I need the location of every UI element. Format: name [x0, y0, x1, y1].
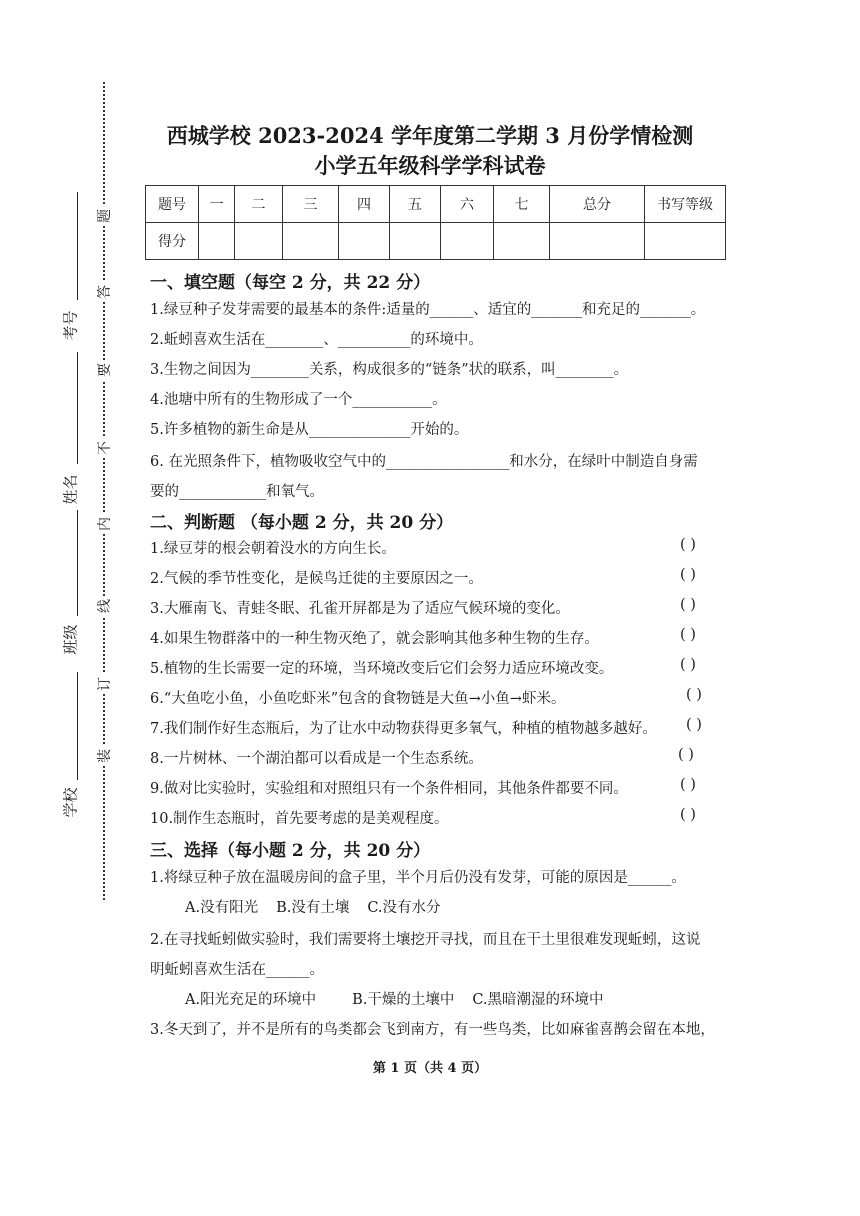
- answer-parens: ( ): [678, 747, 694, 763]
- seal-char: 线: [95, 596, 113, 616]
- answer-parens: ( ): [686, 717, 702, 733]
- name-line: [77, 352, 78, 464]
- score-cell[interactable]: [645, 223, 726, 260]
- school-line: [77, 672, 78, 780]
- seal-char: 内: [95, 514, 113, 534]
- score-table-cell: 一: [199, 186, 235, 223]
- score-table-header-row: [146, 186, 726, 223]
- question-line: 6. 在光照条件下，植物吸收空气中的_________________和水分，在绿叶中制造自身需: [150, 454, 698, 470]
- seal-char: 订: [95, 674, 113, 694]
- judge-item: 4.如果生物群落中的一种生物灭绝了，就会影响其他多种生物的生存。: [150, 631, 599, 647]
- section-heading: 二、判断题 （每小题 2 分，共 20 分）: [150, 513, 454, 533]
- answer-parens: ( ): [680, 627, 696, 643]
- score-cell[interactable]: [441, 223, 494, 260]
- score-cell[interactable]: [550, 223, 645, 260]
- answer-parens: ( ): [680, 537, 696, 553]
- exam-number-label: 考号: [61, 310, 80, 341]
- question-line: 3.生物之间因为________关系，构成很多的“链条”状的联系，叫________。: [150, 362, 629, 378]
- exam-title: 西城学校 2023-2024 学年度第二学期 3 月份学情检测: [166, 123, 694, 148]
- judge-item: 9.做对比实验时，实验组和对照组只有一个条件相同，其他条件都要不同。: [150, 781, 628, 797]
- answer-parens: ( ): [686, 687, 702, 703]
- exam-subtitle: 小学五年级科学学科试卷: [314, 153, 546, 178]
- class-label: 班级: [61, 624, 80, 655]
- question-line: 1.绿豆种子发芽需要的最基本的条件:适量的______、适宜的_______和充足的_______。: [150, 302, 706, 318]
- answer-parens: ( ): [680, 597, 696, 613]
- score-cell[interactable]: [199, 223, 235, 260]
- judge-item: 5.植物的生长需要一定的环境，当环境改变后它们会努力适应环境改变。: [150, 661, 614, 677]
- answer-parens: ( ): [680, 657, 696, 673]
- choice-question: 3.冬天到了，并不是所有的鸟类都会飞到南方，有一些鸟类，比如麻雀喜鹊会留在本地，: [150, 1022, 715, 1038]
- score-table-cell: 四: [339, 186, 390, 223]
- score-table-cell: 五: [390, 186, 441, 223]
- judge-item: 6.“大鱼吃小鱼，小鱼吃虾米”包含的食物链是大鱼→小鱼→虾米。: [150, 691, 566, 707]
- score-cell[interactable]: [339, 223, 390, 260]
- score-table-cell: 六: [441, 186, 494, 223]
- judge-item: 7.我们制作好生态瓶后，为了让水中动物获得更多氧气，种植的植物越多越好。: [150, 721, 657, 737]
- score-table-score-row: [146, 223, 726, 260]
- choice-option: B.干燥的土壤中: [352, 992, 455, 1008]
- choice-question: 1.将绿豆种子放在温暖房间的盒子里，半个月后仍没有发芽，可能的原因是______。: [150, 870, 686, 886]
- choice-option: C.黑暗潮湿的环境中: [472, 992, 604, 1008]
- judge-item: 10.制作生态瓶时，首先要考虑的是美观程度。: [150, 811, 449, 827]
- choice-option: A.阳光充足的环境中: [185, 992, 317, 1008]
- score-cell[interactable]: [283, 223, 339, 260]
- judge-item: 2.气候的季节性变化，是候鸟迁徙的主要原因之一。: [150, 571, 483, 587]
- score-cell[interactable]: [235, 223, 283, 260]
- seal-char: 答: [95, 282, 113, 302]
- score-cell[interactable]: [390, 223, 441, 260]
- name-label: 姓名: [61, 474, 80, 505]
- class-line: [77, 510, 78, 616]
- judge-item: 8.一片树林、一个湖泊都可以看成是一个生态系统。: [150, 751, 483, 767]
- score-table-cell: 题号: [146, 186, 199, 223]
- choice-question: 明蚯蚓喜欢生活在______。: [150, 962, 324, 978]
- question-line: 要的____________和氧气。: [150, 484, 324, 500]
- seal-char: 题: [95, 206, 113, 226]
- choice-option: C.没有水分: [367, 900, 441, 916]
- question-line: 4.池塘中所有的生物形成了一个___________。: [150, 392, 447, 408]
- question-line: 5.许多植物的新生命是从______________开始的。: [150, 422, 469, 438]
- section-heading: 一、填空题（每空 2 分，共 22 分）: [150, 273, 431, 293]
- score-table-cell: 二: [235, 186, 283, 223]
- score-cell[interactable]: [494, 223, 550, 260]
- question-line: 2.蚯蚓喜欢生活在________、__________的环境中。: [150, 332, 483, 348]
- score-table-cell: 七: [494, 186, 550, 223]
- seal-char: 不: [95, 438, 113, 458]
- section-heading: 三、选择（每小题 2 分，共 20 分）: [150, 841, 431, 861]
- page-number: 第 1 页（共 4 页）: [372, 1061, 488, 1076]
- judge-item: 3.大雁南飞、青蛙冬眠、孔雀开屏都是为了适应气候环境的变化。: [150, 601, 570, 617]
- score-table-cell: 三: [283, 186, 339, 223]
- choice-options: [185, 896, 459, 917]
- seal-char: 装: [95, 746, 113, 766]
- answer-parens: ( ): [680, 777, 696, 793]
- score-table-cell: 得分: [146, 223, 199, 260]
- seal-char: 要: [95, 360, 113, 380]
- choice-option: B.没有土壤: [276, 900, 350, 916]
- choice-option: A.没有阳光: [185, 900, 259, 916]
- score-table: [145, 185, 726, 260]
- seal-dotted-line: [103, 82, 105, 900]
- answer-parens: ( ): [680, 567, 696, 583]
- choice-options: [185, 988, 622, 1009]
- judge-item: 1.绿豆芽的根会朝着没水的方向生长。: [150, 541, 396, 557]
- score-table-cell: 总分: [550, 186, 645, 223]
- choice-question: 2.在寻找蚯蚓做实验时，我们需要将土壤挖开寻找，而且在干土里很难发现蚯蚓，这说: [150, 932, 701, 948]
- answer-parens: ( ): [680, 807, 696, 823]
- school-label: 学校: [61, 787, 80, 818]
- exam-number-line: [77, 192, 78, 300]
- score-table-cell: 书写等级: [645, 186, 726, 223]
